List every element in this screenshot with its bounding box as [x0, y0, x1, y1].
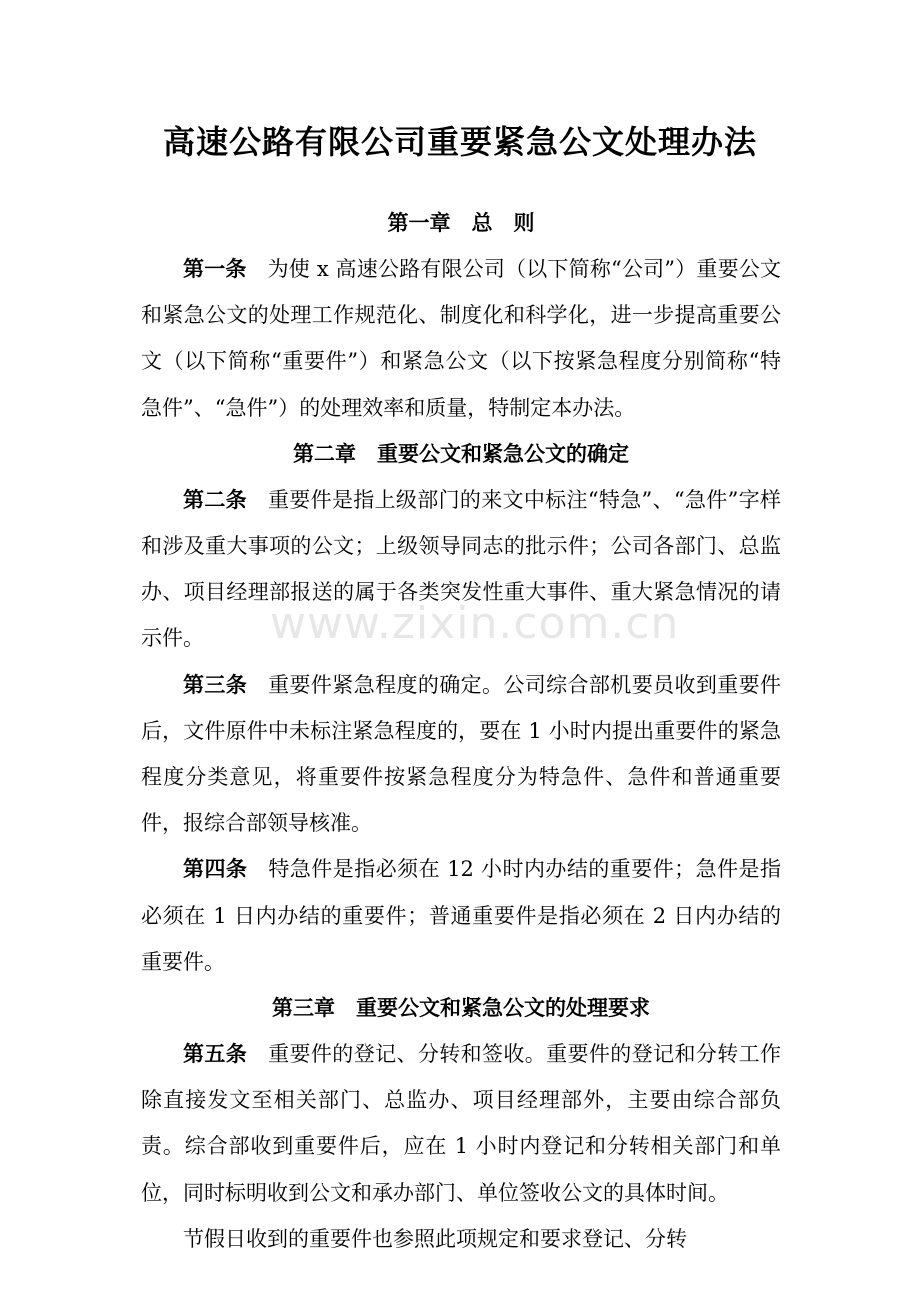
chapter-heading-2: 第二章 重要公文和紧急公文的确定	[293, 441, 629, 466]
article-label: 第三条	[183, 672, 248, 697]
document-body	[141, 200, 781, 1262]
article-2	[141, 477, 781, 662]
chapter-heading-1: 第一章 总 则	[387, 211, 535, 235]
article-3	[141, 662, 781, 847]
document-title: 高速公路有限公司重要紧急公文处理办法	[162, 123, 757, 161]
article-text: 重要件是指上级部门的来文中标注“特急”、“急件”字样和涉及重大事项的公文；上级领导同志的批示件；公司各部门、总监办、项目经理部报送的属于各类突发性重大事件、重大紧急情况的请示件。	[141, 487, 782, 651]
article-label: 第二条	[183, 487, 247, 512]
holiday-paragraph: 节假日收到的重要件也参照此项规定和要求登记、分转	[183, 1226, 687, 1251]
article-text: 重要件紧急程度的确定。公司综合部机要员收到重要件后，文件原件中未标注紧急程度的，要在 1 小时内提出重要件的紧急程度分类意见，将重要件按紧急程度分为特急件、急件和普通重要件，报综合部领导核准。	[141, 672, 782, 836]
article-5	[141, 1031, 781, 1216]
article-text: 为使 x 高速公路有限公司（以下简称“公司”）重要公文和紧急公文的处理工作规范化、制度化和科学化，进一步提高重要公文（以下简称“重要件”）和紧急公文（以下按紧急程度分别简称“特急件”、“急件”）的处理效率和质量，特制定本办法。	[141, 257, 781, 420]
article-4	[141, 846, 781, 985]
article-label: 第一条	[183, 257, 247, 281]
article-text: 特急件是指必须在 12 小时内办结的重要件；急件是指必须在 1 日内办结的重要件；普通重要件是指必须在 2 日内办结的重要件。	[141, 857, 782, 974]
watermark: www.zixin.com.cn	[270, 598, 680, 649]
article-text: 重要件的登记、分转和签收。重要件的登记和分转工作除直接发文至相关部门、总监办、项目经理部外，主要由综合部负责。综合部收到重要件后，应在 1 小时内登记和分转相关部门和单位，同时标明收到公文和承办部门、单位签收公文的具体时间。	[141, 1042, 782, 1205]
chapter-heading-3: 第三章 重要公文和紧急公文的处理要求	[272, 996, 650, 1021]
article-1	[141, 246, 781, 431]
article-label: 第四条	[183, 857, 248, 882]
article-label: 第五条	[183, 1042, 248, 1067]
